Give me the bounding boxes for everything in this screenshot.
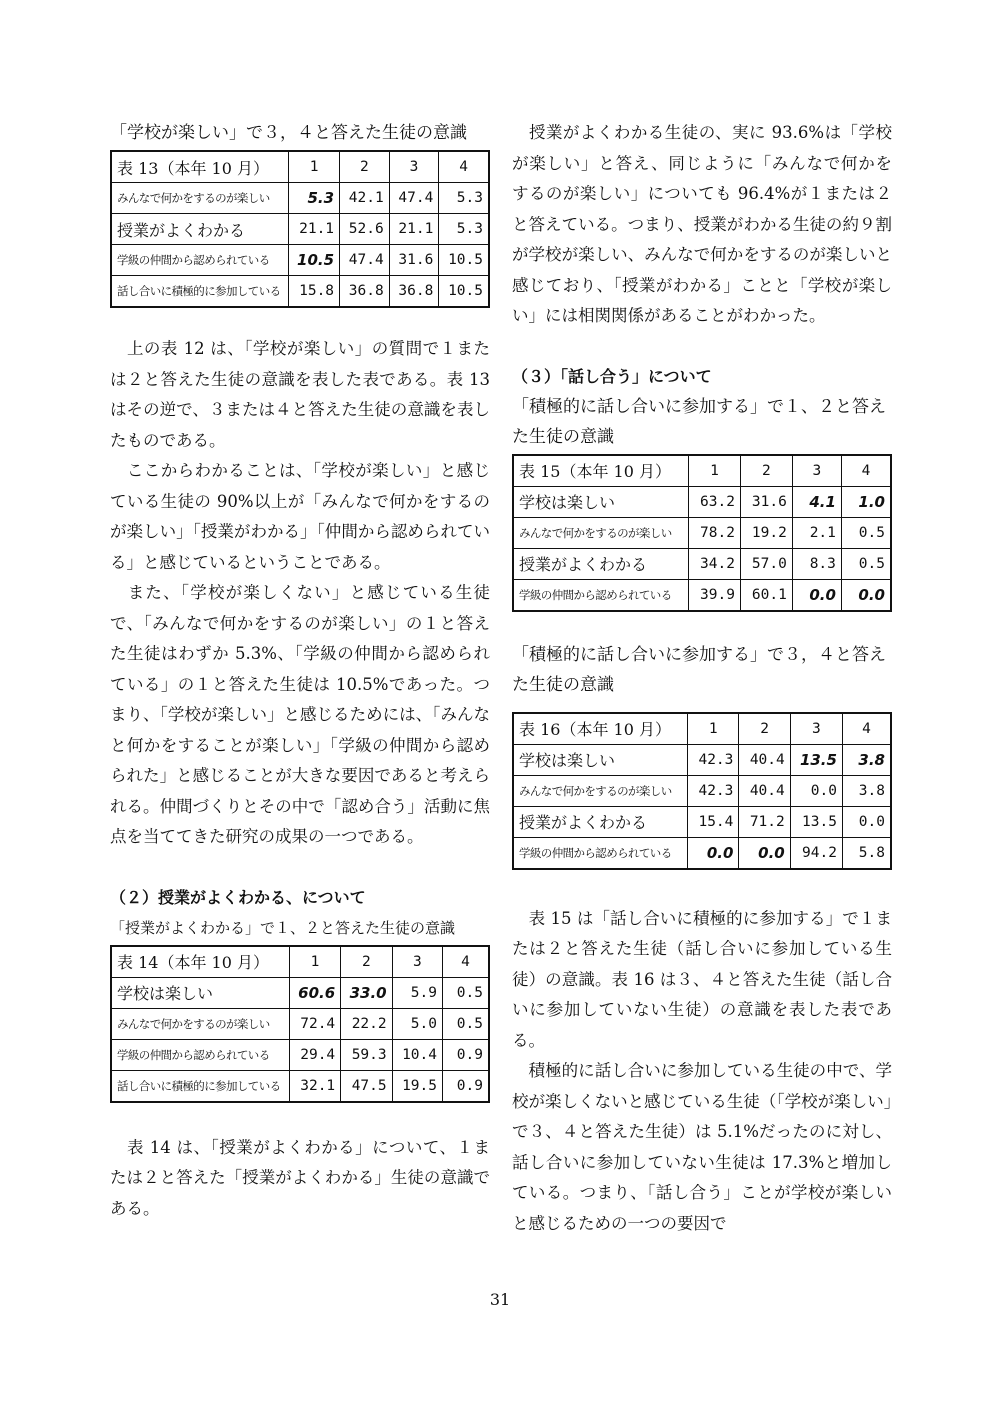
cell: 0.0 bbox=[790, 775, 842, 806]
col-header: 1 bbox=[689, 455, 741, 487]
table-row bbox=[513, 775, 891, 806]
cell-highlight: 13.5 bbox=[790, 744, 842, 775]
cell: 52.6 bbox=[340, 214, 390, 245]
cell: 2.1 bbox=[792, 517, 841, 548]
paragraph: また、「学校が楽しくない」と感じている生徒で、「みんなで何かをするのが楽しい」の１と答えた生徒はわずか 5.3%、「学級の仲間から認められている」の１と答えた生徒は 10.5%であった。つまり、「学校が楽しい」と感じるためには、「みんなと何かをすることが楽しい」「学級の仲間から認められた」と感じることが大きな要因であると考えられる。仲間づくりとその中で「認め合う」活動に焦点を当ててきた研究の成果の一つである。 bbox=[110, 583, 490, 846]
cell: 34.2 bbox=[689, 548, 741, 579]
cell: 31.6 bbox=[389, 245, 439, 276]
cell: 32.1 bbox=[289, 1070, 340, 1102]
cell: 59.3 bbox=[341, 1039, 392, 1070]
cell: 40.4 bbox=[739, 744, 790, 775]
cell: 10.4 bbox=[392, 1039, 442, 1070]
cell: 0.9 bbox=[443, 1070, 490, 1102]
col-header: 3 bbox=[389, 151, 439, 183]
row-label: みんなで何かをするのが楽しい bbox=[513, 517, 689, 548]
cell-highlight: 33.0 bbox=[341, 977, 392, 1008]
cell-highlight: 4.1 bbox=[792, 486, 841, 517]
section-heading: （２）授業がよくわかる、について bbox=[110, 887, 366, 907]
table-title: 表 13（本年 10 月） bbox=[111, 151, 289, 183]
page-number: 31 bbox=[489, 1290, 511, 1309]
row-label: 学校は楽しい bbox=[513, 744, 688, 775]
table-row bbox=[513, 486, 891, 517]
table-header-row bbox=[513, 455, 891, 487]
col-header: 4 bbox=[841, 455, 891, 487]
cell: 78.2 bbox=[689, 517, 741, 548]
table-13 bbox=[110, 150, 490, 308]
table-header-row bbox=[111, 151, 489, 183]
cell: 21.1 bbox=[389, 214, 439, 245]
cell: 5.3 bbox=[439, 183, 489, 214]
cell: 19.2 bbox=[740, 517, 792, 548]
table-row bbox=[513, 579, 891, 611]
cell: 63.2 bbox=[689, 486, 741, 517]
row-label: 学校は楽しい bbox=[111, 977, 289, 1008]
cell: 21.1 bbox=[289, 214, 340, 245]
cell: 15.8 bbox=[289, 276, 340, 308]
table13-caption: 「学校が楽しい」で３，４と答えた生徒の意識 bbox=[110, 123, 467, 143]
table-header-row bbox=[111, 946, 489, 978]
paragraph: 表 15 は「話し合いに積極的に参加する」で１または２と答えた生徒（話し合いに参加している生徒）の意識。表 16 は３、４と答えた生徒（話し合いに参加していない生徒）の意識を表した表である。 bbox=[512, 908, 892, 1050]
paragraph: 上の表 12 は、「学校が楽しい」の質問で１または２と答えた生徒の意識を表した表である。表 13 はその逆で、３または４と答えた生徒の意識を表したものである。 bbox=[110, 339, 490, 450]
cell: 42.3 bbox=[688, 775, 739, 806]
cell: 57.0 bbox=[740, 548, 792, 579]
table-row bbox=[111, 245, 489, 276]
section-heading: （３）「話し合う」について bbox=[512, 366, 712, 386]
cell: 42.3 bbox=[688, 744, 739, 775]
row-label: みんなで何かをするのが楽しい bbox=[111, 183, 289, 214]
table-title: 表 15（本年 10 月） bbox=[513, 455, 689, 487]
paragraph: 授業がよくわかる生徒の、実に 93.6%は「学校が楽しい」と答え、同じように「みんなで何かをするのが楽しい」についても 96.4%が１または２と答えている。つまり、授業がわかる生徒の約９割が学校が楽しい、みんなで何かをするのが楽しいと感じており、「授業がわかる」ことと「学校が楽しい」には相関関係があることがわかった。 bbox=[512, 123, 892, 325]
table16-caption: 「積極的に話し合いに参加する」で３，４と答えた生徒の意識 bbox=[512, 644, 886, 695]
table-header-row bbox=[513, 713, 891, 745]
table14-caption: 「授業がよくわかる」で１、２と答えた生徒の意識 bbox=[110, 918, 456, 937]
cell: 5.8 bbox=[842, 837, 891, 869]
table-row bbox=[111, 183, 489, 214]
cell: 0.5 bbox=[841, 548, 891, 579]
col-header: 1 bbox=[289, 946, 340, 978]
col-header: 3 bbox=[792, 455, 841, 487]
row-label: 学級の仲間から認められている bbox=[111, 245, 289, 276]
cell: 8.3 bbox=[792, 548, 841, 579]
cell-highlight: 1.0 bbox=[841, 486, 891, 517]
table-row bbox=[111, 1008, 489, 1039]
col-header: 2 bbox=[740, 455, 792, 487]
cell: 0.5 bbox=[841, 517, 891, 548]
cell: 3.8 bbox=[842, 775, 891, 806]
table-row bbox=[513, 517, 891, 548]
col-header: 4 bbox=[842, 713, 891, 745]
cell: 15.4 bbox=[688, 806, 739, 837]
cell-highlight: 0.0 bbox=[739, 837, 790, 869]
table-16 bbox=[512, 712, 892, 870]
col-header: 2 bbox=[341, 946, 392, 978]
row-label: みんなで何かをするのが楽しい bbox=[513, 775, 688, 806]
col-header: 2 bbox=[340, 151, 390, 183]
row-label: 授業がよくわかる bbox=[513, 806, 688, 837]
table15-caption: 「積極的に話し合いに参加する」で１、２と答えた生徒の意識 bbox=[512, 396, 886, 447]
cell-highlight: 60.6 bbox=[289, 977, 340, 1008]
table-row bbox=[111, 977, 489, 1008]
col-header: 4 bbox=[439, 151, 489, 183]
cell: 29.4 bbox=[289, 1039, 340, 1070]
cell: 42.1 bbox=[340, 183, 390, 214]
table-row bbox=[111, 1070, 489, 1102]
cell: 0.5 bbox=[443, 977, 490, 1008]
cell-highlight: 10.5 bbox=[289, 245, 340, 276]
cell-highlight: 3.8 bbox=[842, 744, 891, 775]
cell: 5.3 bbox=[439, 214, 489, 245]
cell-highlight: 5.3 bbox=[289, 183, 340, 214]
col-header: 2 bbox=[739, 713, 790, 745]
row-label: 学級の仲間から認められている bbox=[513, 579, 689, 611]
cell-highlight: 0.0 bbox=[688, 837, 739, 869]
paragraph: ここからわかることは、「学校が楽しい」と感じている生徒の 90%以上が「みんなで何かをするのが楽しい」「授業がわかる」「仲間から認められている」と感じているということである。 bbox=[110, 461, 490, 572]
cell: 5.0 bbox=[392, 1008, 442, 1039]
col-header: 1 bbox=[688, 713, 739, 745]
table-row bbox=[111, 276, 489, 308]
right-column bbox=[512, 118, 892, 1239]
cell-highlight: 0.0 bbox=[792, 579, 841, 611]
cell: 94.2 bbox=[790, 837, 842, 869]
cell: 39.9 bbox=[689, 579, 741, 611]
cell: 22.2 bbox=[341, 1008, 392, 1039]
left-column bbox=[110, 118, 490, 1224]
cell: 0.9 bbox=[443, 1039, 490, 1070]
cell: 72.4 bbox=[289, 1008, 340, 1039]
table-row bbox=[111, 214, 489, 245]
table-row bbox=[513, 744, 891, 775]
col-header: 1 bbox=[289, 151, 340, 183]
cell: 47.5 bbox=[341, 1070, 392, 1102]
cell: 31.6 bbox=[740, 486, 792, 517]
cell: 5.9 bbox=[392, 977, 442, 1008]
cell: 36.8 bbox=[389, 276, 439, 308]
paragraph: 積極的に話し合いに参加している生徒の中で、学校が楽しくないと感じている生徒（「学校が楽しい」で３、４と答えた生徒）は 5.1%だったのに対し、話し合いに参加していない生徒は 17.3%と増加している。つまり、「話し合う」ことが学校が楽しいと感じるための一つの要因で bbox=[512, 1061, 892, 1233]
cell: 40.4 bbox=[739, 775, 790, 806]
table-row bbox=[513, 548, 891, 579]
table-15 bbox=[512, 454, 892, 612]
cell: 10.5 bbox=[439, 245, 489, 276]
row-label: 学校は楽しい bbox=[513, 486, 689, 517]
row-label: 授業がよくわかる bbox=[513, 548, 689, 579]
row-label: 学級の仲間から認められている bbox=[111, 1039, 289, 1070]
cell: 60.1 bbox=[740, 579, 792, 611]
cell: 71.2 bbox=[739, 806, 790, 837]
cell: 47.4 bbox=[389, 183, 439, 214]
cell: 0.0 bbox=[842, 806, 891, 837]
row-label: 話し合いに積極的に参加している bbox=[111, 1070, 289, 1102]
cell: 19.5 bbox=[392, 1070, 442, 1102]
cell: 13.5 bbox=[790, 806, 842, 837]
col-header: 3 bbox=[790, 713, 842, 745]
row-label: 話し合いに積極的に参加している bbox=[111, 276, 289, 308]
table-row bbox=[111, 1039, 489, 1070]
table-title: 表 16（本年 10 月） bbox=[513, 713, 688, 745]
cell: 47.4 bbox=[340, 245, 390, 276]
col-header: 4 bbox=[443, 946, 490, 978]
cell: 0.5 bbox=[443, 1008, 490, 1039]
row-label: みんなで何かをするのが楽しい bbox=[111, 1008, 289, 1039]
cell: 36.8 bbox=[340, 276, 390, 308]
table-title: 表 14（本年 10 月） bbox=[111, 946, 289, 978]
cell-highlight: 0.0 bbox=[841, 579, 891, 611]
row-label: 授業がよくわかる bbox=[111, 214, 289, 245]
cell: 10.5 bbox=[439, 276, 489, 308]
col-header: 3 bbox=[392, 946, 442, 978]
table-row bbox=[513, 837, 891, 869]
table-14 bbox=[110, 945, 490, 1103]
table-row bbox=[513, 806, 891, 837]
row-label: 学級の仲間から認められている bbox=[513, 837, 688, 869]
paragraph: 表 14 は、「授業がよくわかる」について、１または２と答えた「授業がよくわかる」生徒の意識である。 bbox=[110, 1137, 490, 1218]
